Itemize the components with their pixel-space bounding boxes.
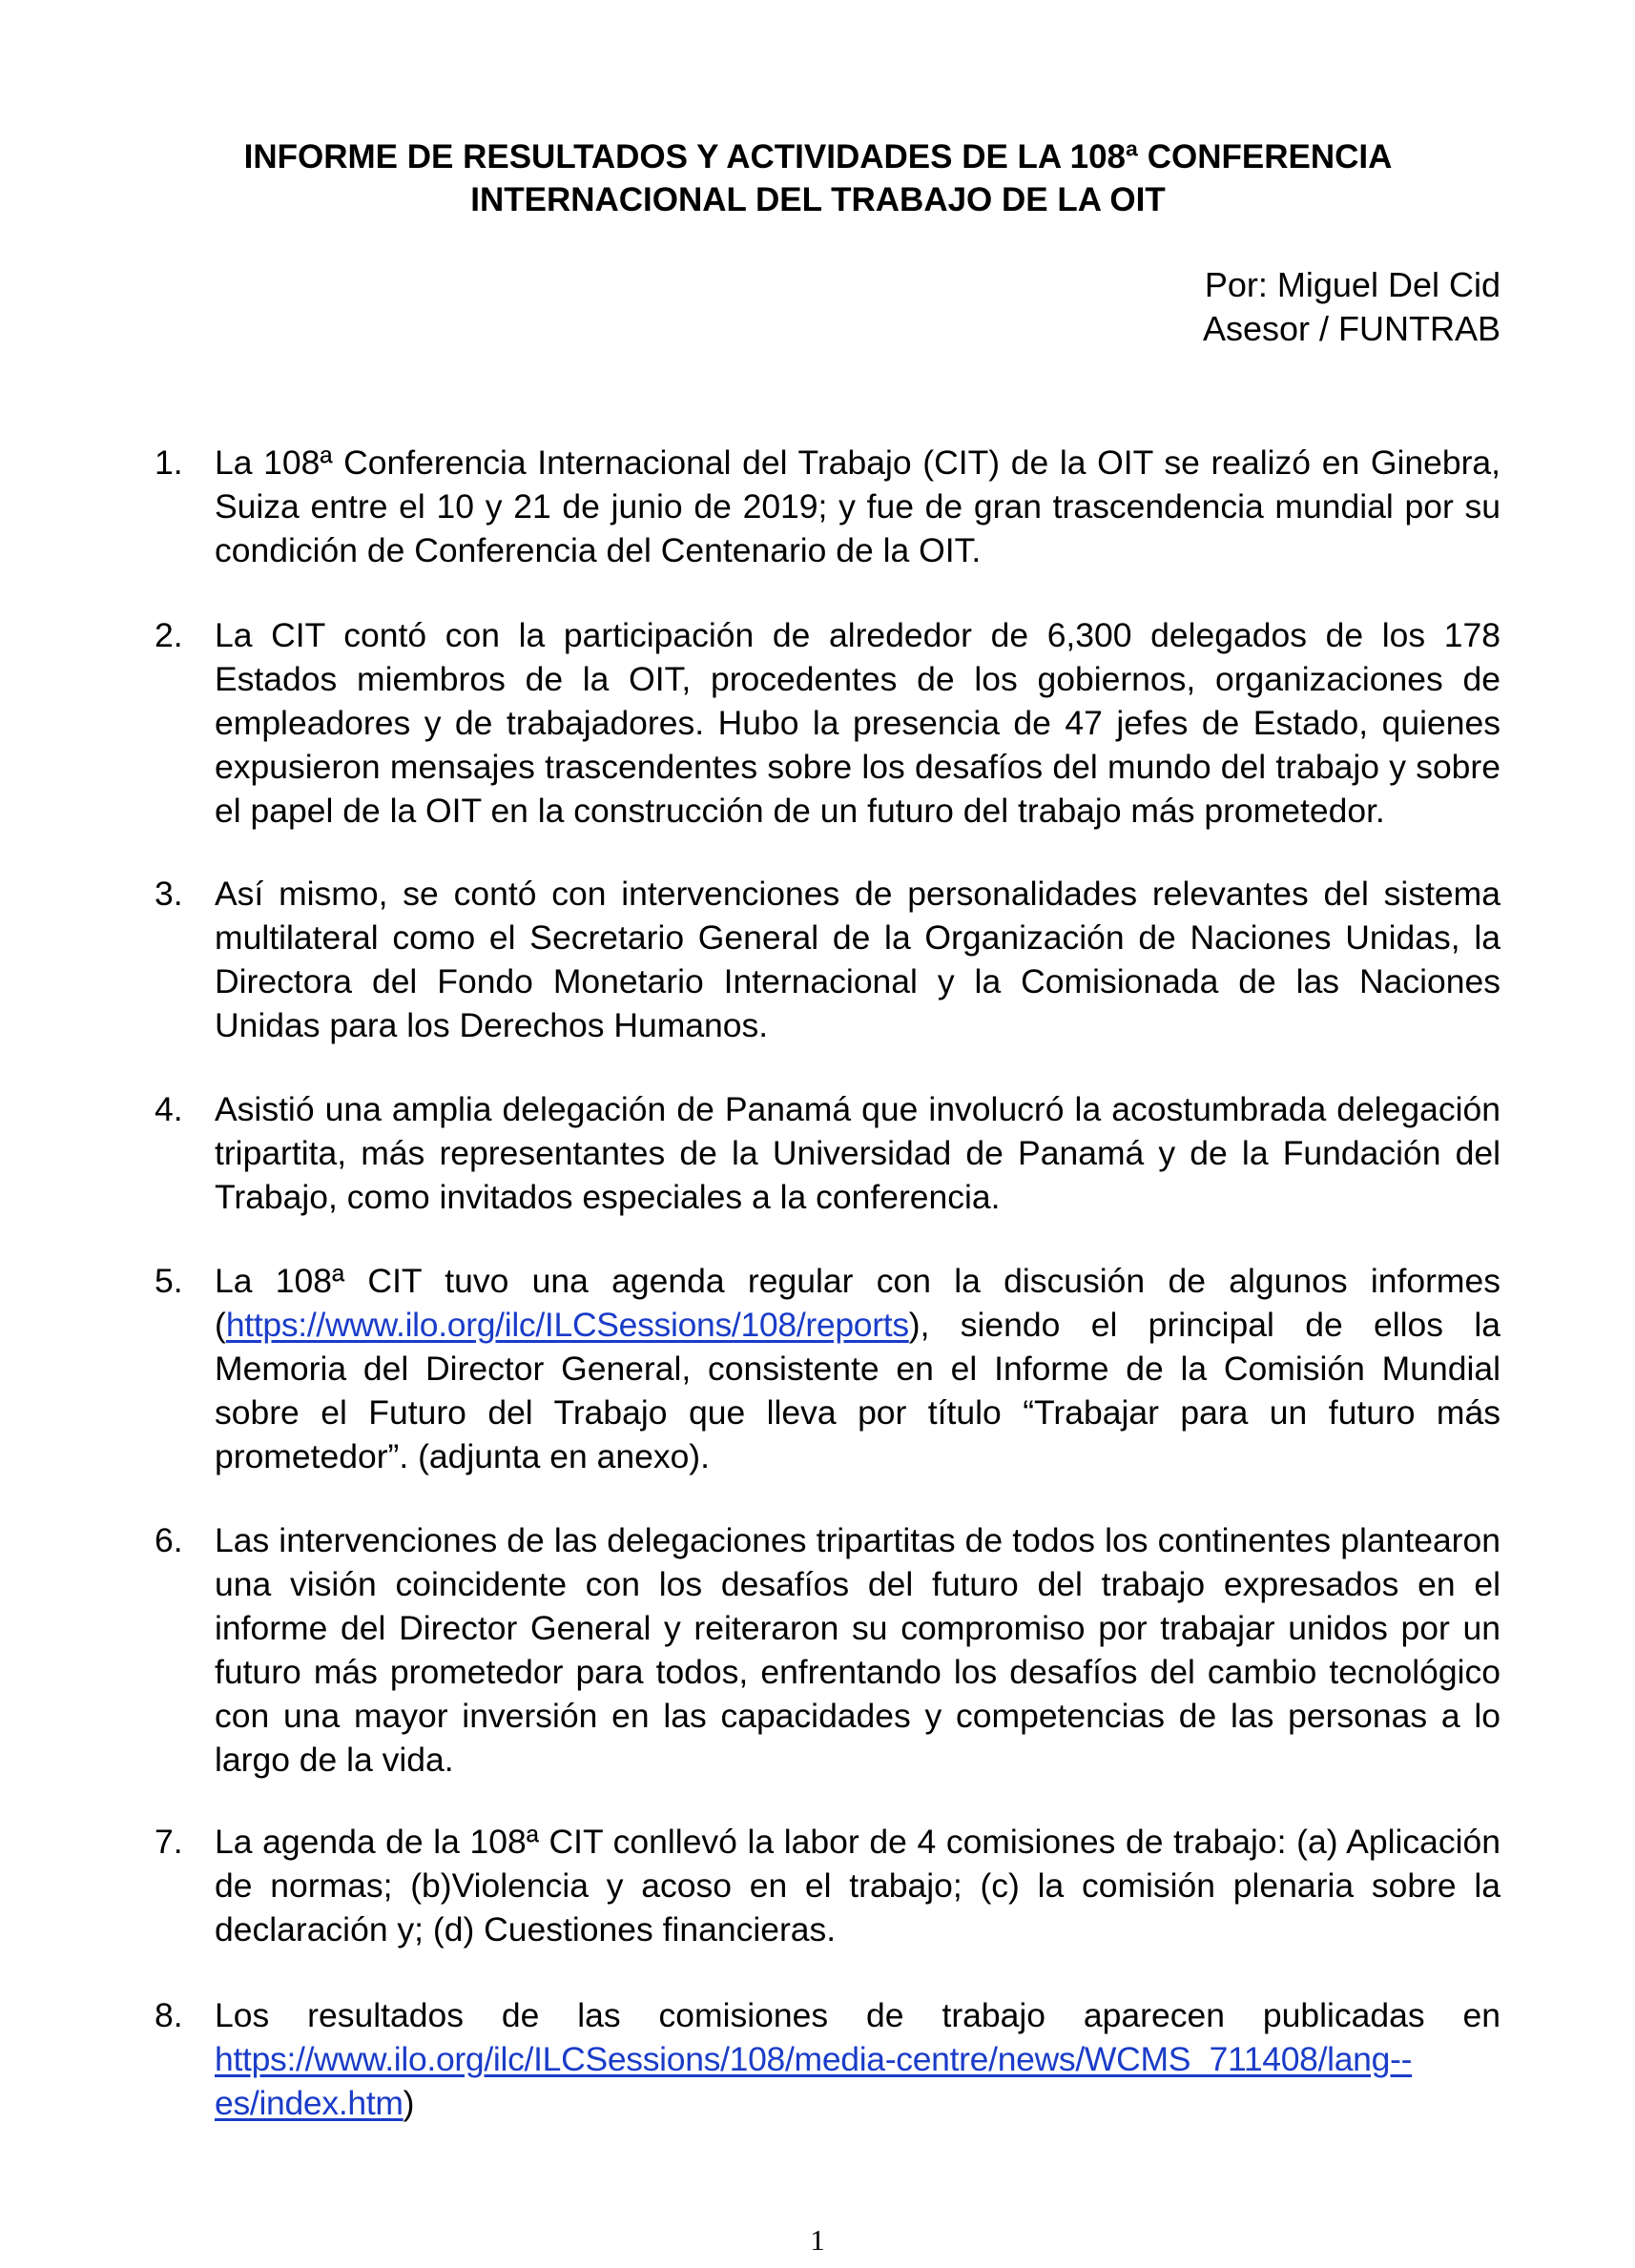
list-item — [155, 872, 1500, 1047]
item-number: 2. — [155, 616, 183, 654]
item-number: 3. — [155, 875, 183, 913]
item-text: La 108ª Conferencia Internacional del Trabajo (CIT) de la OIT se realizó en Ginebra, Suiza entre el 10 y 21 de junio de 2019; y fue de gran trascendencia mundial por su condición de Conferencia del Centenario de la OIT. — [215, 443, 1500, 569]
list-item — [155, 1518, 1500, 1782]
item-text-before-link: Los resultados de las comisiones de trabajo aparecen publicadas en — [215, 1996, 1500, 2034]
item-text — [215, 1993, 1500, 2125]
item-text-after-link: ), siendo el principal de ellos la Memoria del Director General, consistente en el Informe de la Comisión Mundial sobre el Futuro del Trabajo que lleva por título “Trabajar para un futuro más prometedor”. (adjunta en anexo). — [215, 1306, 1500, 1475]
item-text — [215, 1259, 1500, 1478]
item-text: La agenda de la 108ª CIT conllevó la labor de 4 comisiones de trabajo: (a) Aplicación de normas; (b)Violencia y acoso en el trabajo; (c) la comisión plenaria sobre la declaración y; (d) Cuestiones financieras. — [215, 1823, 1500, 1948]
list-item — [155, 1993, 1500, 2125]
item-text-after-link: ) — [403, 2084, 415, 2122]
list-item — [155, 613, 1500, 833]
item-number: 8. — [155, 1996, 183, 2034]
list-item — [155, 1820, 1500, 1951]
title-line-2: INTERNACIONAL DEL TRABAJO DE LA OIT — [470, 181, 1166, 218]
title-line-1: INFORME DE RESULTADOS Y ACTIVIDADES DE LA 108ª CONFERENCIA — [243, 138, 1393, 175]
item-number: 5. — [155, 1262, 183, 1300]
item-text: Asistió una amplia delegación de Panamá que involucró la acostumbrada delegación tripartita, más representantes de la Universidad de Panamá y de la Fundación del Trabajo, como invitados especiales a la conferencia. — [215, 1090, 1500, 1216]
reports-link[interactable]: https://www.ilo.org/ilc/ILCSessions/108/reports — [225, 1306, 909, 1344]
item-number: 4. — [155, 1090, 183, 1128]
page-number: 1 — [810, 2223, 825, 2257]
results-link[interactable]: https://www.ilo.org/ilc/ILCSessions/108/media-centre/news/WCMS_711408/lang--es/index.htm — [215, 2040, 1413, 2122]
author-name: Por: Miguel Del Cid — [1204, 265, 1500, 304]
item-text: La CIT contó con la participación de alrededor de 6,300 delegados de los 178 Estados miembros de la OIT, procedentes de los gobiernos, organizaciones de empleadores y de trabajadores. Hubo la presencia de 47 jefes de Estado, quienes expusieron mensajes trascendentes sobre los desafíos del mundo del trabajo y sobre el papel de la OIT en la construcción de un futuro del trabajo más prometedor. — [215, 616, 1500, 830]
item-text-before-link: La 108ª CIT tuvo una agenda regular con la discusión de algunos informes ( — [215, 1262, 1500, 1344]
list-item — [155, 441, 1500, 572]
list-item — [155, 1259, 1500, 1478]
item-number: 7. — [155, 1823, 183, 1861]
item-text: Así mismo, se contó con intervenciones de personalidades relevantes del sistema multilateral como el Secretario General de la Organización de Naciones Unidas, la Directora del Fondo Monetario Internacional y la Comisionada de las Naciones Unidas para los Derechos Humanos. — [215, 875, 1500, 1044]
item-number: 1. — [155, 443, 183, 482]
author-role: Asesor / FUNTRAB — [1202, 309, 1500, 348]
item-text: Las intervenciones de las delegaciones tripartitas de todos los continentes plantearon una visión coincidente con los desafíos del futuro del trabajo expresados en el informe del Director General y reiteraron su compromiso por trabajar unidos por un futuro más prometedor para todos, enfrentando los desafíos del cambio tecnológico con una mayor inversión en las capacidades y competencias de las personas a lo largo de la vida. — [215, 1521, 1500, 1779]
list-item — [155, 1087, 1500, 1219]
item-number: 6. — [155, 1521, 183, 1559]
